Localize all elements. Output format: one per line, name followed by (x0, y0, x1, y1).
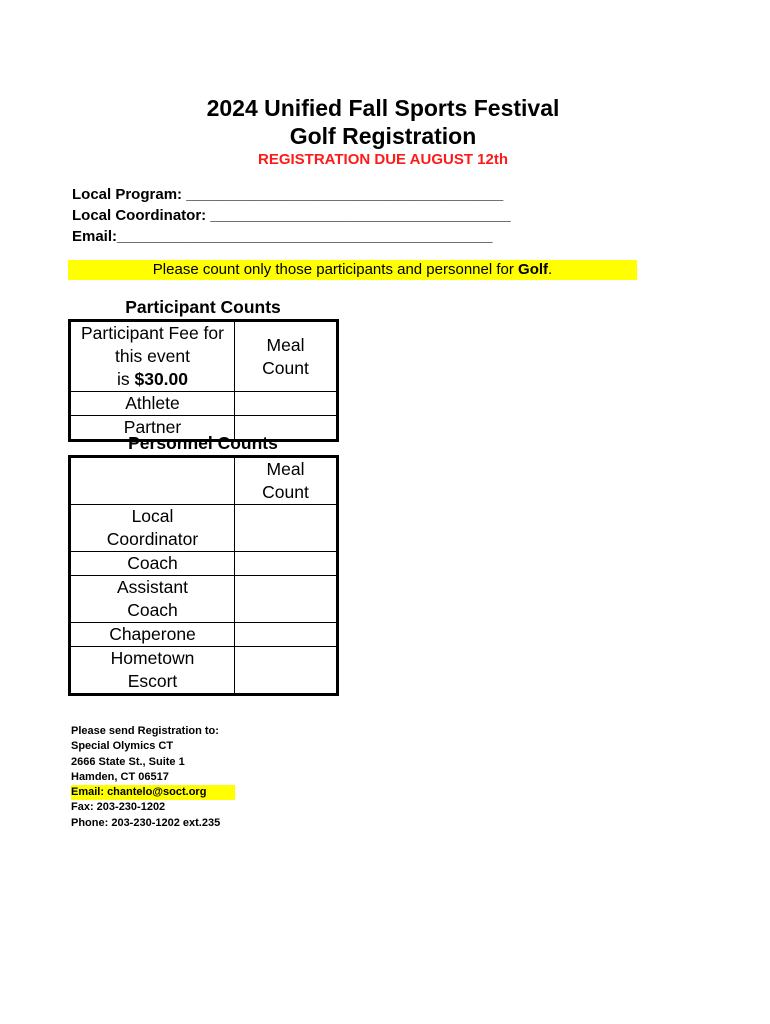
label-line: Hometown (110, 648, 195, 668)
label-line: Coach (127, 600, 178, 620)
row-label-coach: Coach (70, 552, 235, 576)
form-title: 2024 Unified Fall Sports Festival (206, 95, 560, 121)
address-heading: Please send Registration to: (71, 725, 219, 737)
table-row (70, 576, 338, 623)
personnel-header-blank (70, 457, 235, 505)
label-line: Assistant (117, 577, 188, 597)
table-row (70, 623, 338, 647)
meal-count-input-local-coordinator[interactable] (235, 505, 338, 552)
row-label-local-coordinator (70, 505, 235, 552)
label-line: Coordinator (106, 529, 199, 549)
due-date-notice: REGISTRATION DUE AUGUST 12th (257, 151, 508, 168)
local-coordinator-field[interactable]: Local Coordinator: ____________________________________ (72, 207, 511, 224)
table-row (70, 552, 338, 576)
count-instruction-banner (68, 260, 637, 280)
label-line: Escort (127, 671, 178, 691)
row-label-athlete: Athlete (70, 392, 235, 416)
city-state-zip: Hamden, CT 06517 (71, 770, 169, 783)
table-row (70, 505, 338, 552)
meal-count-input-hometown-escort[interactable] (235, 647, 338, 695)
meal-count-input-coach[interactable] (235, 552, 338, 576)
fee-line1: Participant Fee for this event (81, 323, 224, 366)
contact-phone: Phone: 203-230-1202 ext.235 (71, 816, 221, 829)
street-address: 2666 State St., Suite 1 (71, 755, 185, 768)
row-label-assistant-coach (70, 576, 235, 623)
participant-fee-cell (70, 321, 235, 392)
meal-header-line2: Count (262, 357, 309, 378)
participant-header-row (70, 321, 338, 392)
meal-header-line2: Count (262, 482, 309, 502)
row-label-partner: Partner (70, 416, 235, 441)
meal-count-input-athlete[interactable] (235, 392, 338, 416)
meal-header-line1: Meal (266, 459, 305, 479)
table-row (70, 647, 338, 695)
personnel-counts-title: Personnel Counts (128, 433, 278, 453)
local-program-field[interactable]: Local Program: ______________________________________ (72, 186, 504, 203)
participant-counts-table (68, 319, 339, 442)
participant-counts-title: Participant Counts (125, 297, 281, 317)
table-row (70, 392, 338, 416)
contact-fax: Fax: 203-230-1202 (71, 801, 166, 814)
meal-count-header (235, 457, 338, 505)
row-label-chaperone: Chaperone (70, 623, 235, 647)
mailing-address-block (71, 724, 235, 831)
notice-text: Please count only those participants and personnel for (152, 261, 519, 278)
meal-count-header (235, 321, 338, 392)
email-field[interactable]: Email:_____________________________________________ (72, 228, 493, 245)
personnel-counts-table (68, 455, 339, 696)
fee-amount: $30.00 (134, 369, 189, 389)
contact-email (71, 785, 235, 800)
organization-name: Special Olymics CT (71, 740, 174, 753)
notice-sport: Golf (518, 261, 549, 278)
row-label-hometown-escort (70, 647, 235, 695)
notice-period: . (548, 261, 553, 278)
personnel-header-row (70, 457, 338, 505)
meal-count-input-chaperone[interactable] (235, 623, 338, 647)
form-subtitle: Golf Registration (289, 123, 477, 149)
label-line: Local (131, 506, 174, 526)
fee-line2 (71, 368, 234, 391)
email-highlight: Email: chantelo@soct.org (71, 785, 235, 800)
meal-header-line1: Meal (266, 334, 305, 355)
fee-prefix: is (116, 369, 135, 389)
meal-count-input-assistant-coach[interactable] (235, 576, 338, 623)
